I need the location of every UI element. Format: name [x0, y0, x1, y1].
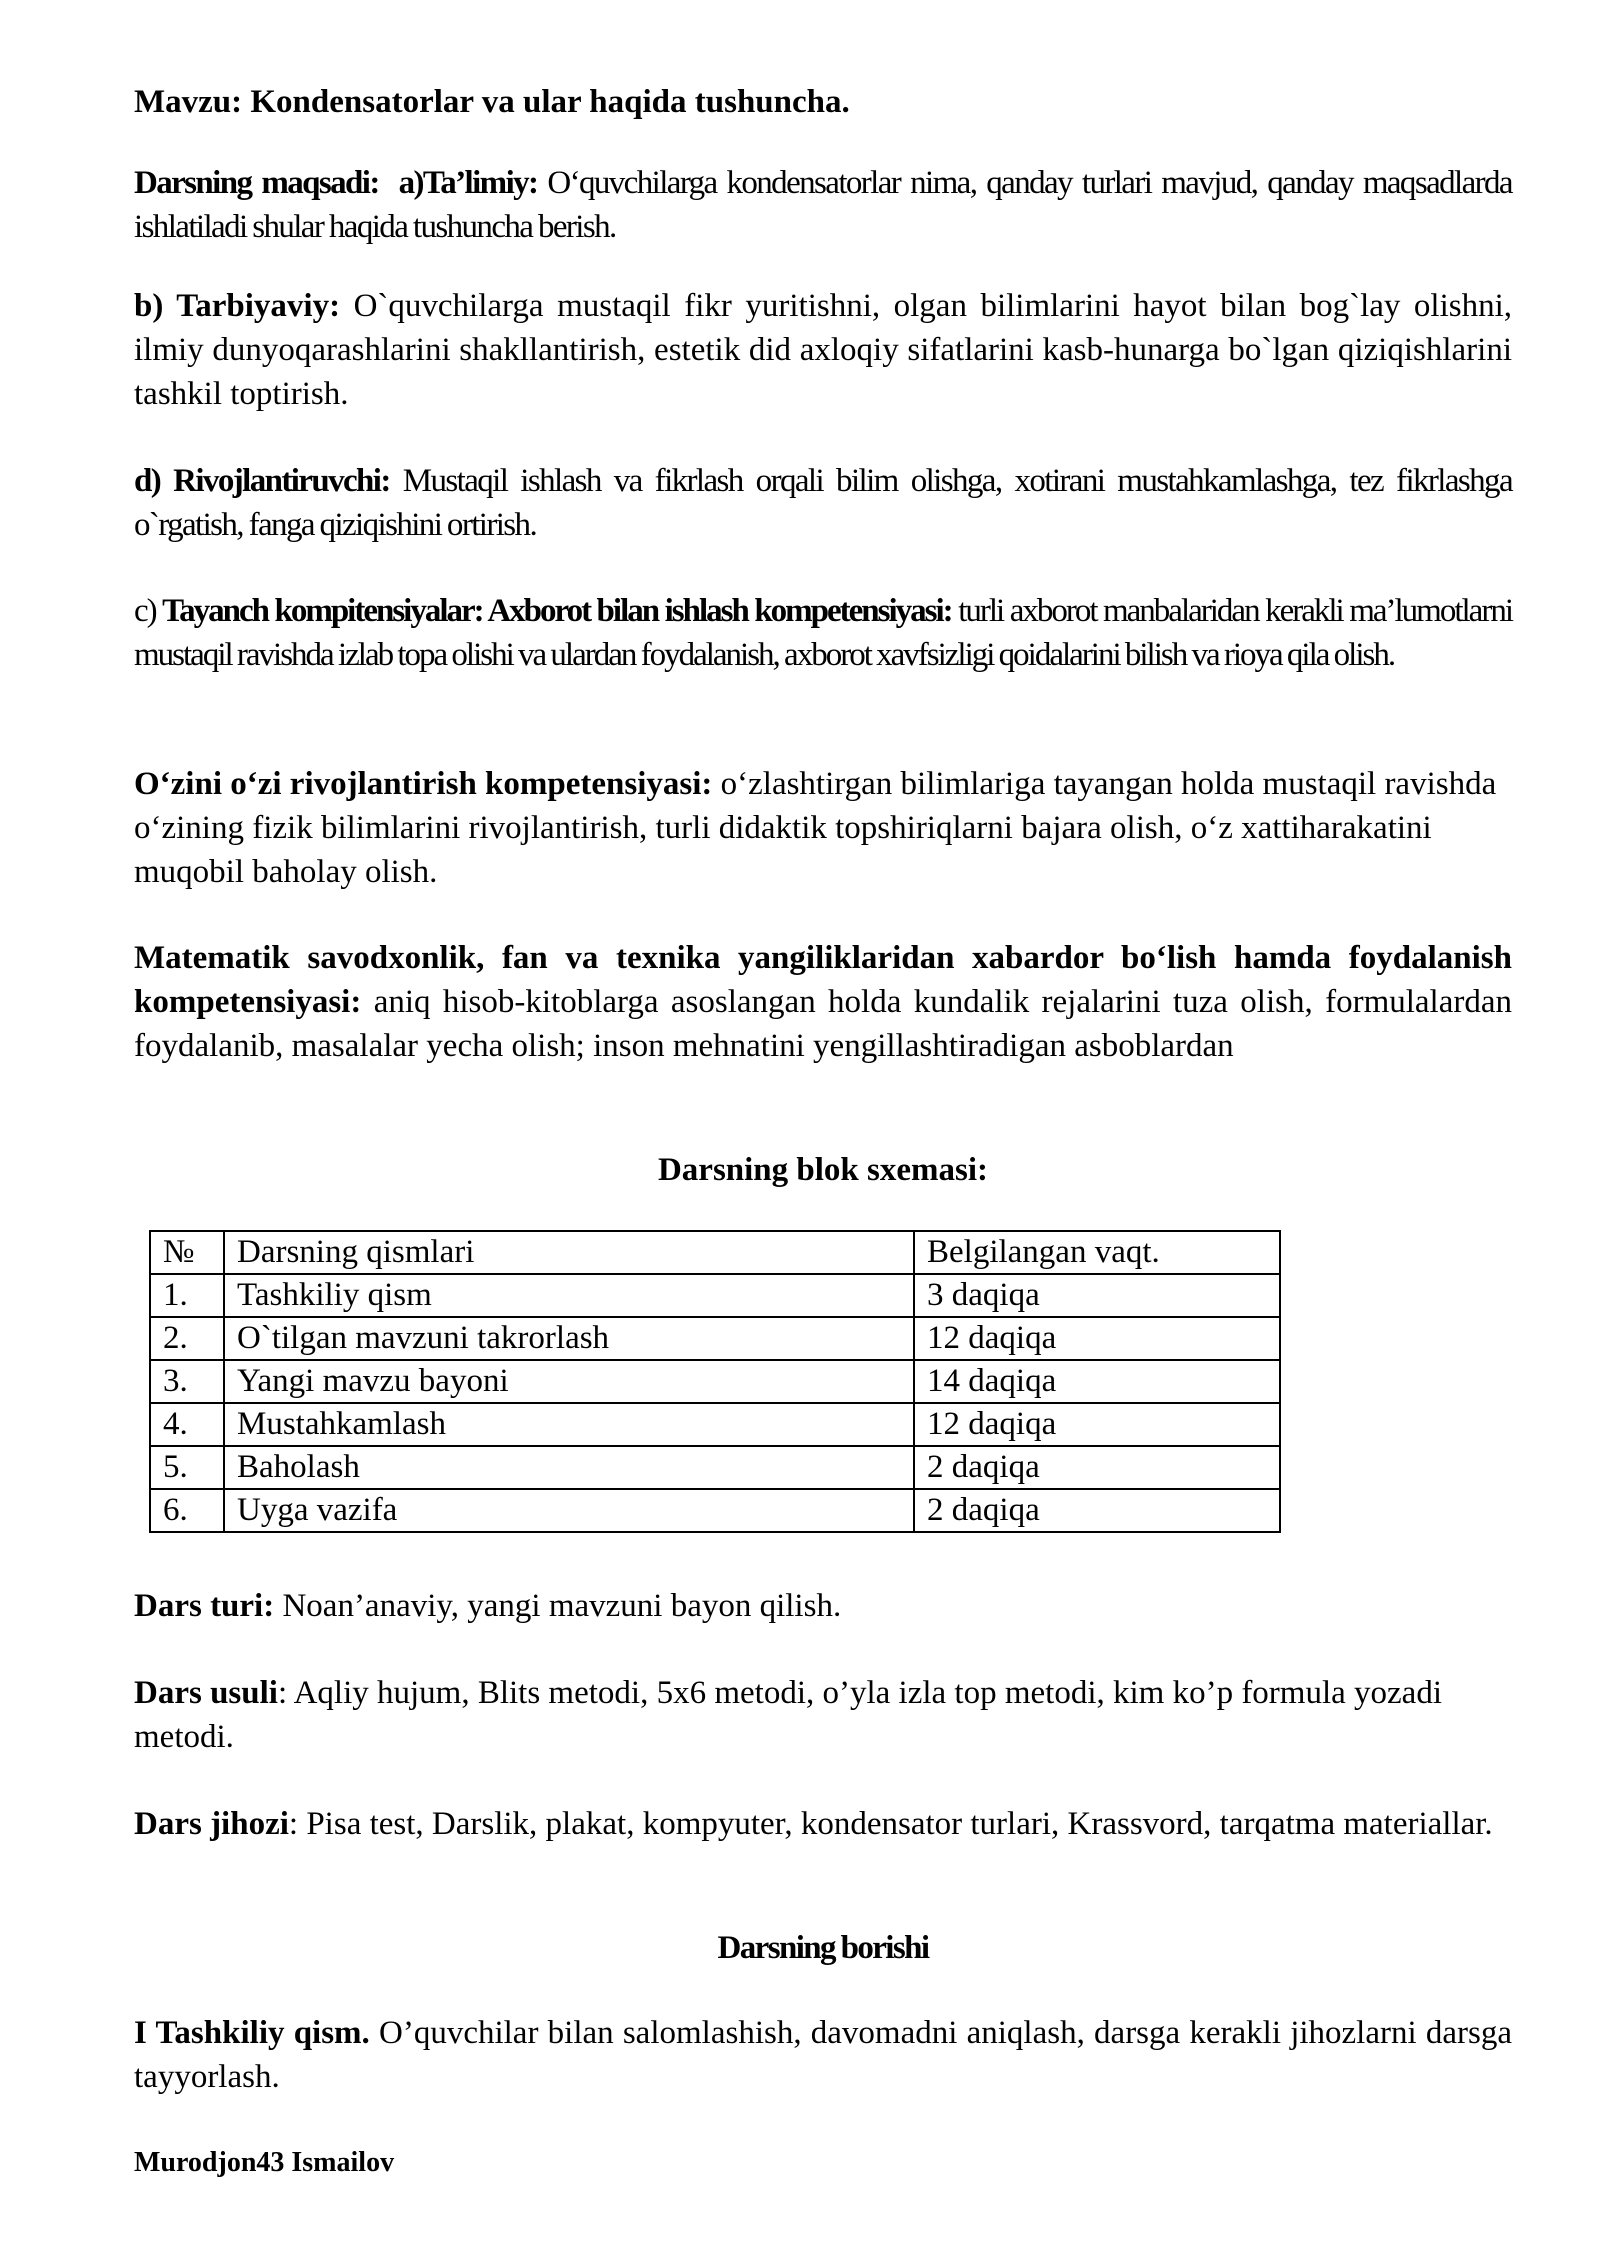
- progress-organization: [134, 2011, 1512, 2099]
- table-header-row: [150, 1231, 1280, 1274]
- topic-label: Mavzu:: [134, 84, 243, 120]
- row-number: 1.: [150, 1274, 224, 1317]
- goal-educational: [134, 161, 1512, 249]
- row-time: 2 daqiqa: [914, 1489, 1280, 1532]
- topic-text: Kondensatorlar va ular haqida tushuncha.: [242, 84, 850, 120]
- lesson-type: [134, 1584, 1512, 1628]
- goals-lead: Darsning maqsadi:: [134, 165, 379, 201]
- lesson-method-text: : Aqliy hujum, Blits metodi, 5x6 metodi, o’yla izla top metodi, kim ko’p formula yozadi metodi.: [134, 1675, 1442, 1755]
- row-number: 3.: [150, 1360, 224, 1403]
- table-row: [150, 1489, 1280, 1532]
- competency-information: [134, 589, 1512, 677]
- progress-org-text: O’quvchilar bilan salomlashish, davomadni aniqlash, darsga kerakli jihozlarni darsga tayyorlash.: [134, 2015, 1512, 2095]
- row-part: Baholash: [224, 1446, 914, 1489]
- goal-b-label: b) Tarbiyaviy:: [134, 288, 341, 324]
- competency-math-label: Matematik savodxonlik, fan va texnika yangiliklaridan xabardor bo‘lish hamda foydalanish kompetensiyasi:: [134, 940, 1512, 1020]
- goal-d-text: Mustaqil ishlash va fikrlash orqali bilim olishga, xotirani mustahkamlashga, tez fikrlashga o`rgatish, fanga qiziqishini ortirish.: [134, 463, 1513, 543]
- row-time: 14 daqiqa: [914, 1360, 1280, 1403]
- header-time: Belgilangan vaqt.: [914, 1231, 1280, 1274]
- lesson-method-label: Dars usuli: [134, 1675, 278, 1711]
- competency-self-label: O‘zini o‘zi rivojlantirish kompetensiyasi:: [134, 766, 713, 802]
- row-number: 2.: [150, 1317, 224, 1360]
- lesson-equipment: [134, 1802, 1512, 1846]
- goal-upbringing: [134, 284, 1512, 416]
- row-time: 2 daqiqa: [914, 1446, 1280, 1489]
- competency-self-text: o‘zlashtirgan bilimlariga tayangan holda mustaqil ravishda o‘zining fizik bilimlarini rivojlantirish, turli didaktik topshiriqlarni bajara olish, o‘z xattiharakatini muqobil baholay olish.: [134, 766, 1497, 890]
- schedule-table: [149, 1230, 1281, 1533]
- row-part: O`tilgan mavzuni takrorlash: [224, 1317, 914, 1360]
- table-row: [150, 1403, 1280, 1446]
- competency-c-prefix: c): [134, 593, 163, 629]
- row-part: Yangi mavzu bayoni: [224, 1360, 914, 1403]
- row-time: 12 daqiqa: [914, 1403, 1280, 1446]
- competency-math-text: aniq hisob-kitoblarga asoslangan holda kundalik rejalarini tuza olish, formulalardan foydalanib, masalalar yecha olish; inson mehnatini yengillashtiradigan asboblardan: [134, 984, 1512, 1064]
- goal-developing: [134, 459, 1512, 547]
- table-row: [150, 1446, 1280, 1489]
- competency-c-label: Tayanch kompitensiyalar: Axborot bilan ishlash kompetensiyasi:: [162, 593, 952, 629]
- row-number: 6.: [150, 1489, 224, 1532]
- header-number: №: [150, 1231, 224, 1274]
- competency-math: [134, 936, 1512, 1068]
- row-time: 12 daqiqa: [914, 1317, 1280, 1360]
- lesson-type-text: Noan’anaviy, yangi mavzuni bayon qilish.: [274, 1588, 842, 1624]
- row-number: 4.: [150, 1403, 224, 1446]
- row-part: Mustahkamlash: [224, 1403, 914, 1446]
- row-part: Tashkiliy qism: [224, 1274, 914, 1317]
- lesson-equip-label: Dars jihozi: [134, 1806, 289, 1842]
- goal-b-text: O`quvchilarga mustaqil fikr yuritishni, olgan bilimlarini hayot bilan bog`lay olishni, ilmiy dunyoqarashlarini shakllantirish, estetik did axloqiy sifatlarini kasb-hunarga bo`lgan qiziqishlarini tashkil toptirish.: [134, 288, 1512, 412]
- progress-heading: Darsning borishi: [717, 1930, 929, 1966]
- row-part: Uyga vazifa: [224, 1489, 914, 1532]
- lesson-method: [134, 1671, 1512, 1759]
- schedule-heading: Darsning blok sxemasi:: [657, 1152, 989, 1188]
- topic-line: [134, 80, 1512, 124]
- competency-c-text: turli axborot manbalaridan kerakli ma’lumotlarni mustaqil ravishda izlab topa olishi va ulardan foydalanish, axborot xavfsizligi qoidalarini bilish va rioya qila olish.: [134, 593, 1512, 673]
- row-time: 3 daqiqa: [914, 1274, 1280, 1317]
- table-row: [150, 1274, 1280, 1317]
- table-row: [150, 1317, 1280, 1360]
- table-row: [150, 1360, 1280, 1403]
- footer-author: Murodjon43 Ismailov: [134, 2147, 395, 2178]
- goal-a-text: O‘quvchilarga kondensatorlar nima, qanday turlari mavjud, qanday maqsadlarda ishlatiladi shular haqida tushuncha berish.: [134, 165, 1512, 245]
- goal-d-label: d) Rivojlantiruvchi:: [134, 463, 390, 499]
- goal-a-label: a)Ta’limiy:: [398, 165, 538, 201]
- lesson-equip-text: : Pisa test, Darslik, plakat, kompyuter, kondensator turlari, Krassvord, tarqatma materiallar.: [288, 1806, 1493, 1842]
- competency-self-development: [134, 762, 1512, 894]
- header-parts: Darsning qismlari: [224, 1231, 914, 1274]
- row-number: 5.: [150, 1446, 224, 1489]
- lesson-type-label: Dars turi:: [134, 1588, 275, 1624]
- progress-org-label: I Tashkiliy qism.: [134, 2015, 370, 2051]
